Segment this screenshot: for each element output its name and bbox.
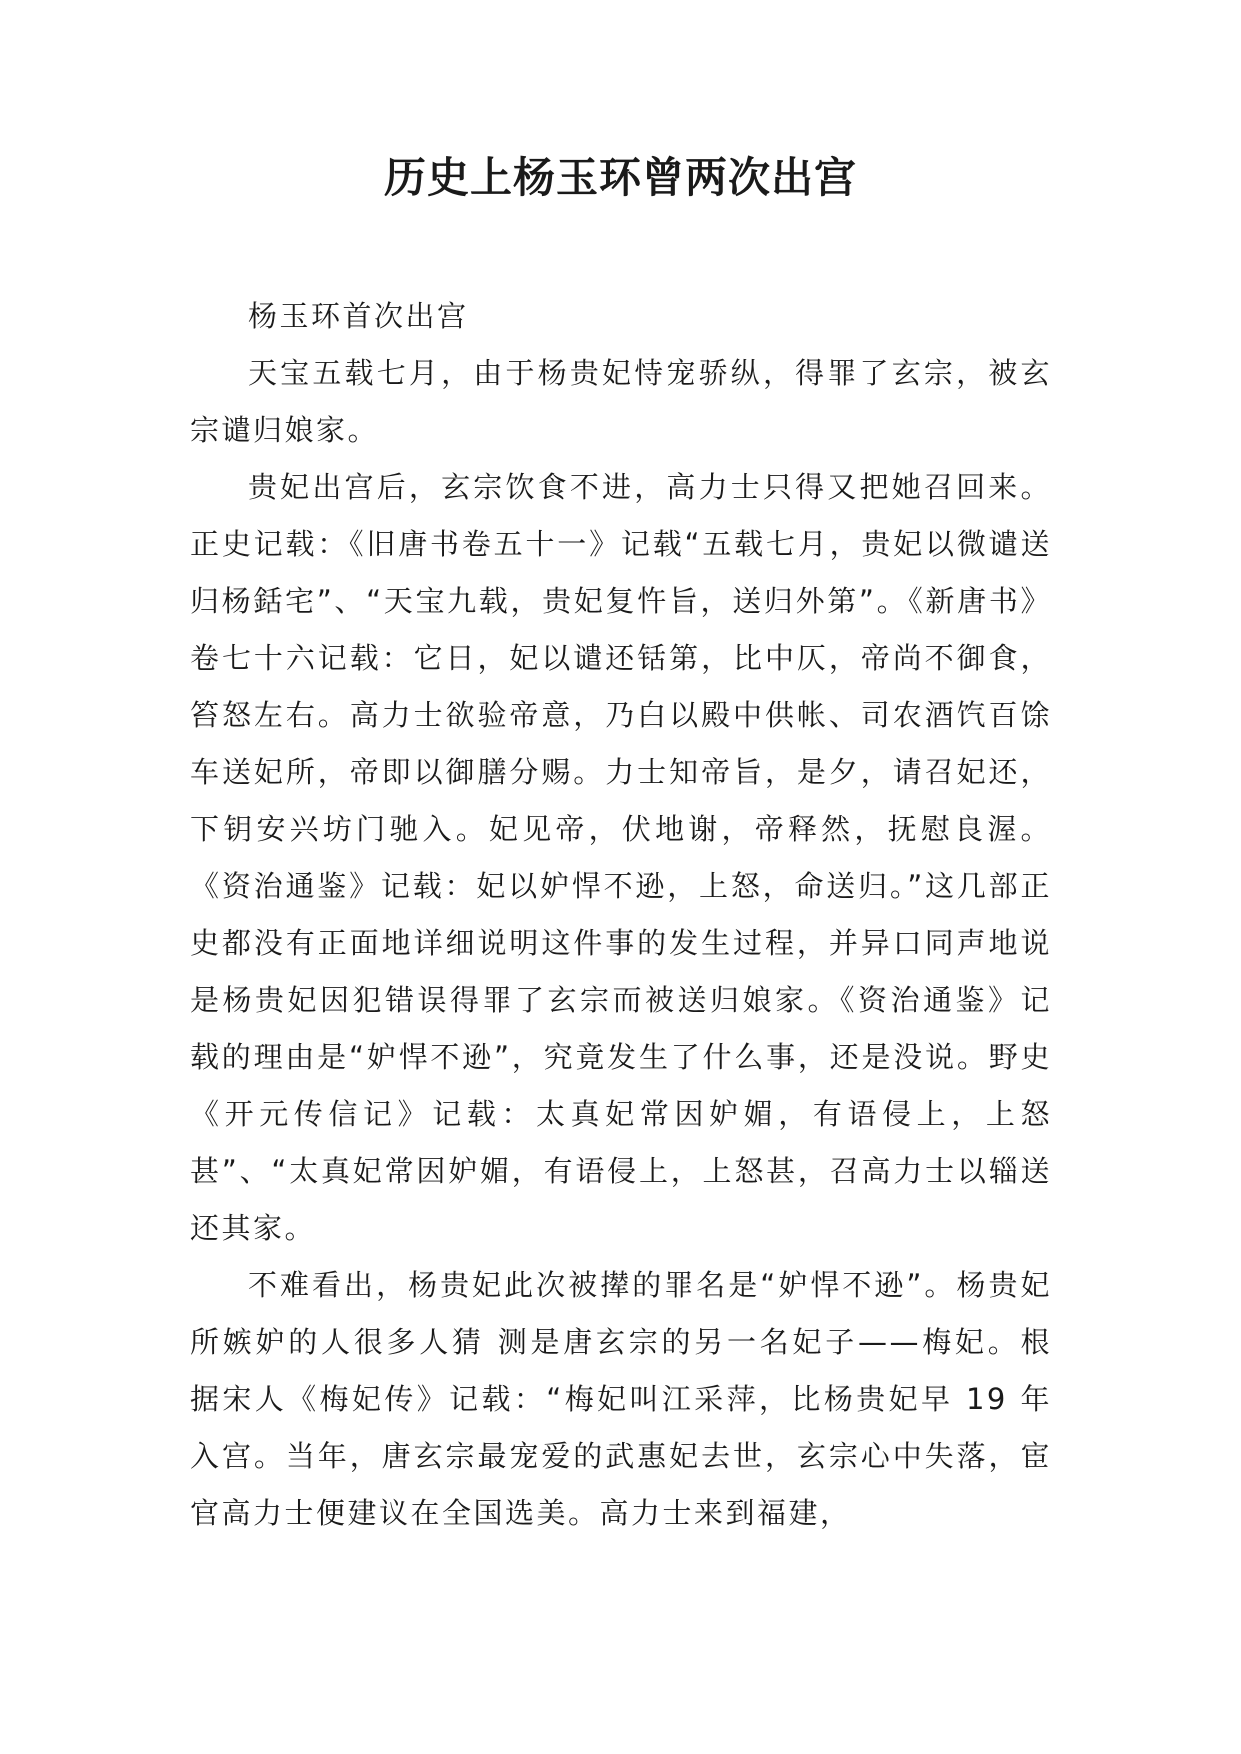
document-title: 历史上杨玉环曾两次出宫 xyxy=(383,153,857,202)
paragraph: 天宝五载七月，由于杨贵妃恃宠骄纵，得罪了玄宗，被玄宗谴归娘家。 xyxy=(190,356,1052,447)
paragraph: 不难看出，杨贵妃此次被撵的罪名是“妒悍不逊”。杨贵妃所嫉妒的人很多人猜 测是唐玄宗的另一名妃子——梅妃。根据宋人《梅妃传》记载：“梅妃叫江采萍，比杨贵妃早 19 年入宫。当年，唐玄宗最宠爱的武惠妃去世，玄宗心中失落，宦官高力士便建议在全国选美。高力士来到福建， xyxy=(190,1268,1052,1530)
paragraph: 贵妃出宫后，玄宗饮食不进，高力士只得又把她召回来。正史记载：《旧唐书卷五十一》记载“五载七月，贵妃以微谴送归杨銛宅”、“天宝九载，贵妃复忤旨，送归外第”。《新唐书》卷七十六记载：它日，妃以谴还铦第，比中仄，帝尚不御食，笞怒左右。高力士欲验帝意，乃白以殿中供帐、司农酒饩百馀车送妃所，帝即以御膳分赐。力士知帝旨，是夕，请召妃还，下钥安兴坊门驰入。妃见帝，伏地谢，帝释然，抚慰良渥。《资治通鉴》记载：妃以妒悍不逊，上怒，命送归。”这几部正史都没有正面地详细说明这件事的发生过程，并异口同声地说是杨贵妃因犯错误得罪了玄宗而被送归娘家。《资治通鉴》记载的理由是“妒悍不逊”，究竟发生了什么事，还是没说。野史《开元传信记》记载：太真妃常因妒媚，有语侵上，上怒甚”、“太真妃常因妒媚，有语侵上，上怒甚，召高力士以辎送还其家。 xyxy=(190,470,1052,1245)
paragraph-section-heading: 杨玉环首次出宫 xyxy=(248,299,469,333)
document-body xyxy=(190,288,1052,1542)
